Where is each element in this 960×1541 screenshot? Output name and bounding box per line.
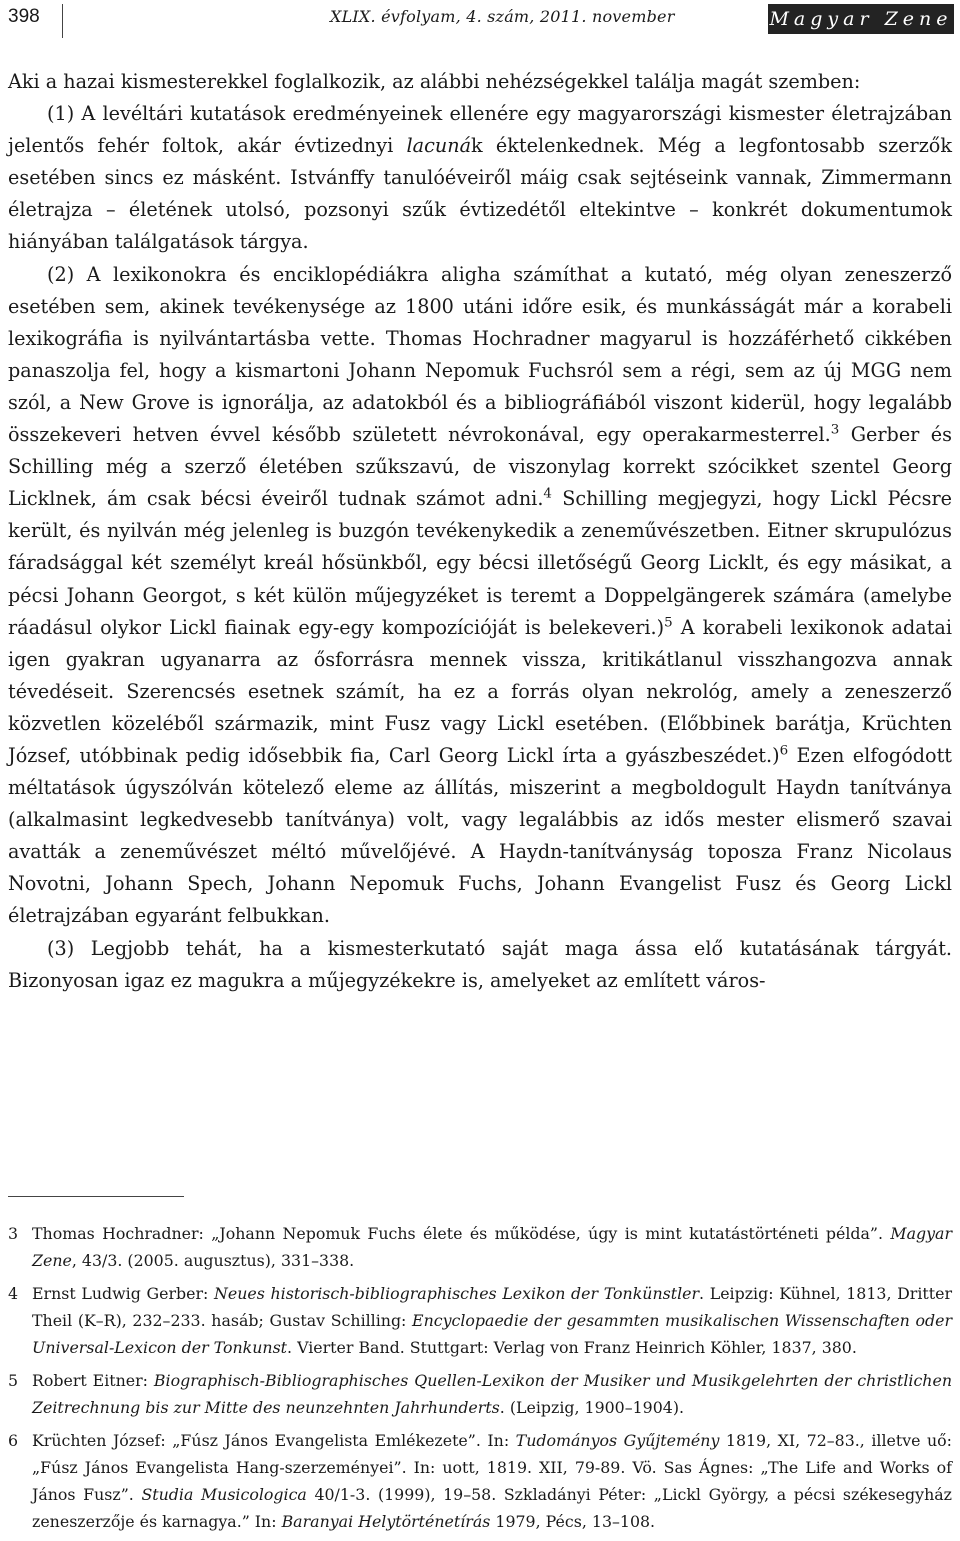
footnote-separator [8, 1196, 184, 1197]
footnote-ref-5[interactable]: 5 [664, 615, 673, 631]
journal-name: Magyar Zene [769, 8, 953, 30]
italic-term: lacuná [406, 134, 472, 158]
footnote-number: 3 [8, 1224, 19, 1243]
paragraph-own-research: (3) Legjobb tehát, ha a kismesterkutató saját maga ássa elő kutatásának tárgyát. Bizonyosan igaz ez magukra a műjegyzékekre is, amelyeket az említett város- [8, 936, 952, 992]
article-body [8, 66, 952, 997]
journal-name-banner [768, 4, 954, 34]
page-header [0, 2, 960, 38]
footnote-number: 5 [8, 1371, 19, 1390]
footnote-number: 4 [8, 1284, 19, 1303]
footnote-ref-4[interactable]: 4 [543, 486, 552, 502]
footnote-4: 4 Ernst Ludwig Gerber: Neues historisch-bibliographisches Lexikon der Tonkünstler. Leipzig: Kühnel, 1813, Dritter Theil (K–R), 232–233. hasáb; Gustav Schilling: Encyclopaedie der gesammten musikalischen Wissenschaften oder Universal-Lexicon der Tonkunst. Vierter Band. Stuttgart: Verlag von Franz Heinrich Köhler, 1837, 380. [8, 1280, 952, 1361]
footnotes [8, 1220, 952, 1541]
paragraph-lexicons: (2) A lexikonokra és enciklopédiákra aligha számíthat a kutató, még olyan zeneszerző esetében sem, akinek tevékenysége az 1800 utáni időre esik, és munkásságát már a korabeli lexikográfia is nyilvántartásba vette. Thomas Hochradner magyarul is hozzáférhető cikkében panaszolja fel, hogy a kismartoni Johann Nepomuk Fuchsról sem a régi, sem az új MGG nem szól, a New Grove is ignorálja, az adatokból és a bibliográfiából viszont kiderül, hogy legalább összekeveri hetven évvel később született névrokonával, egy operakarmesterrel.$^3$ Gerber és Schilling még a szerző életében szűkszavú, de viszonylag korrekt szócikket szentel Georg Licklnek, ám csak bécsi éveiről tudnak számot adni.$^4$ Schilling megjegyzi, hogy Lickl Pécsre került, és nyilván még jelenleg is buzgón tevékenykedik a zeneművészetben. Eitner skrupulózus fáradsággal két személyt kreál hősünkből, egy bécsi illetőségű Georg Licklt, és egy másikat, a pécsi Johann Georgot, s két külön műjegyzéket is teremt a Doppelgängerek számára (amelybe ráadásul olykor Lickl fiainak egy-egy kompozícióját is belekeveri.)$^5$ A korabeli lexikonok adatai igen gyakran ugyanarra az ősforrásra mennek vissza, kritikátlanul visszhangozva annak tévedéseit. Szerencsés esetnek számít, ha ez a forrás olyan nekrológ, amely a zeneszerző közvetlen közeléből származik, mint Fusz vagy Lickl esetében. (Előbbinek barátja, Krüchten József, utóbbinak pedig idősebbik fia, Carl Georg Lickl írta a gyászbeszédet.)$^6$ Ezen elfogódott méltatások úgyszólván kötelező eleme az állítás, miszerint a megboldogult Haydn tanítványa (alkalmasint legkedvesebb tanítványa) volt, vagy legalábbis az idős mester elismerő szavai avatták a zeneművészet méltó művelőjévé. A Haydn-tanítványság toposza Franz Nicolaus Novotni, Johann Spech, Johann Nepomuk Fuchs, Johann Evangelist Fusz és Georg Lickl életrajzában egyaránt felbukkan. [8, 262, 952, 928]
footnote-6: 6 Krüchten József: „Fúsz János Evangelista Emlékezete”. In: Tudományos Gyűjtemény 1819, XI, 72–83., illetve uő: „Fúsz János Evangelista Hang-szerzeményei”. In: uott, 1819. XII, 79-89. Vö. Sas Ágnes: „The Life and Works of János Fusz”. Studia Musicologica 40/1-3. (1999), 19–58. Szkladányi Péter: „Lickl György, a pécsi székesegyház zeneszerzője és karnagya.” In: Baranyai Helytörténetírás 1979, Pécs, 13–108. [8, 1427, 952, 1535]
footnote-5: 5 Robert Eitner: Biographisch-Bibliographisches Quellen-Lexikon der Musiker und Musikgelehrten der christlichen Zeitrechnung bis zur Mitte des neunzehnten Jahrhunderts. (Leipzig, 1900–1904). [8, 1367, 952, 1421]
footnote-ref-3[interactable]: 3 [830, 422, 840, 438]
page-number: 398 [8, 6, 40, 27]
paragraph-archival-research: (1) A levéltári kutatások eredményeinek ellenére egy magyarországi kismester életrajzában jelentős fehér foltok, akár évtizednyi lacunák éktelenkednek. Még a legfontosabb szerzők esetében sincs ez másként. Istvánffy tanulóéveiről máig csak sejtéseink vannak, Zimmermann életrajza – életének utolsó, pozsonyi szűk évtizedétől eltekintve – konkrét dokumentumok hiányában találgatások tárgya. [8, 102, 952, 254]
footnote-number: 6 [8, 1431, 19, 1450]
paragraph-intro: Aki a hazai kismesterekkel foglalkozik, az alábbi nehézségekkel találja magát szemben: [8, 70, 861, 93]
issue-info: XLIX. évfolyam, 4. szám, 2011. november [330, 7, 675, 26]
footnote-3: 3 Thomas Hochradner: „Johann Nepomuk Fuchs élete és működése, úgy is mint kutatástörténeti példa”. Magyar Zene, 43/3. (2005. augusztus), 331–338. [8, 1220, 952, 1274]
header-divider [62, 4, 63, 38]
footnote-ref-6[interactable]: 6 [779, 743, 789, 759]
